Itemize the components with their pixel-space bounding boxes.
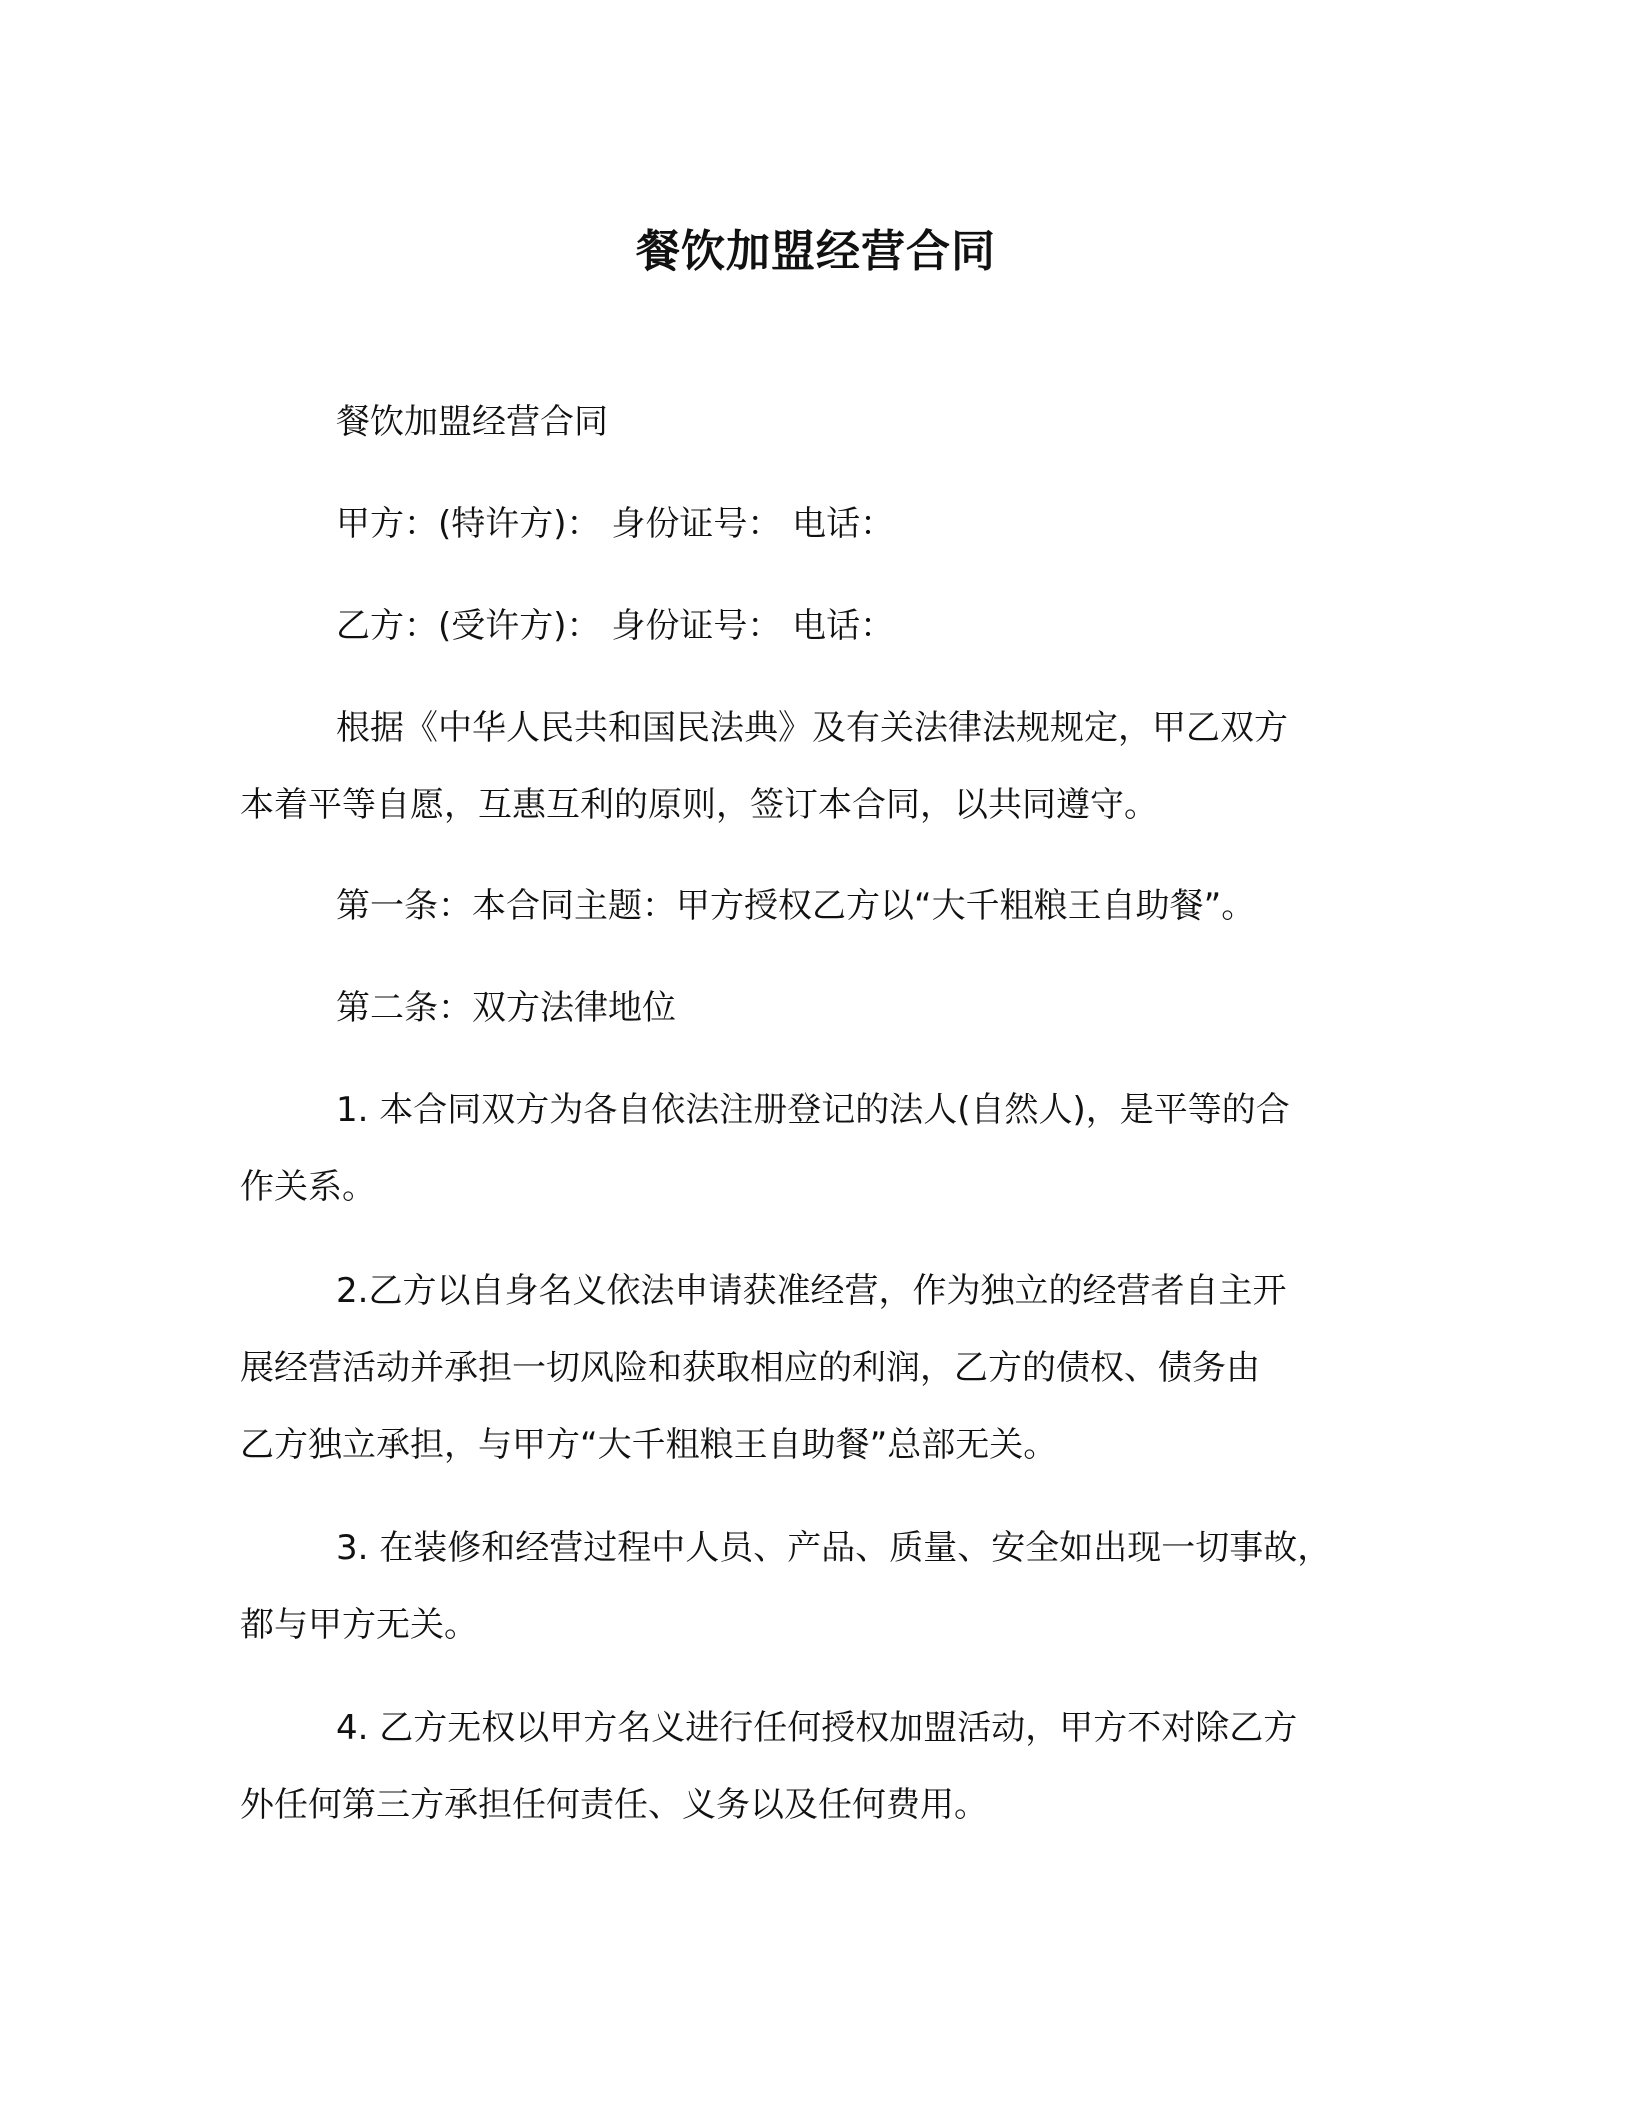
paragraph-line: 根据《中华人民共和国民法典》及有关法律法规规定，甲乙双方 [336, 708, 1288, 748]
paragraph-line: 外任何第三方承担任何责任、义务以及任何费用。 [240, 1785, 988, 1825]
paragraph-line: 1. 本合同双方为各自依法注册登记的法人(自然人)，是平等的合 [336, 1090, 1290, 1130]
paragraph-line: 乙方：(受许方)： 身份证号： 电话： [336, 606, 895, 646]
paragraph-line: 第一条：本合同主题：甲方授权乙方以“大千粗粮王自助餐”。 [336, 886, 1256, 926]
clause-3-paragraph [240, 1510, 1420, 1664]
clause-1-paragraph [240, 1072, 1420, 1226]
paragraph-line: 餐饮加盟经营合同 [336, 402, 608, 442]
clause-2-paragraph [240, 1253, 1420, 1484]
paragraph-line: 作关系。 [240, 1167, 376, 1207]
party-b-paragraph [240, 588, 1420, 665]
article-1-paragraph [240, 868, 1420, 945]
party-a-paragraph [240, 486, 1420, 563]
preamble-paragraph [240, 690, 1420, 844]
paragraph-line: 乙方独立承担，与甲方“大千粗粮王自助餐”总部无关。 [240, 1425, 1058, 1465]
paragraph-line: 第二条：双方法律地位 [336, 988, 676, 1028]
paragraph-line: 都与甲方无关。 [240, 1605, 478, 1645]
paragraph-line: 3. 在装修和经营过程中人员、产品、质量、安全如出现一切事故， [336, 1528, 1332, 1568]
paragraph-line: 甲方：(特许方)： 身份证号： 电话： [336, 504, 895, 544]
subtitle-paragraph [240, 384, 1420, 461]
document-title: 餐饮加盟经营合同 [636, 226, 996, 277]
paragraph-line: 本着平等自愿，互惠互利的原则，签订本合同，以共同遵守。 [240, 785, 1158, 825]
paragraph-line: 2.乙方以自身名义依法申请获准经营，作为独立的经营者自主开 [336, 1271, 1287, 1311]
article-2-heading [240, 970, 1420, 1047]
paragraph-line: 4. 乙方无权以甲方名义进行任何授权加盟活动，甲方不对除乙方 [336, 1708, 1298, 1748]
clause-4-paragraph [240, 1690, 1420, 1844]
paragraph-line: 展经营活动并承担一切风险和获取相应的利润，乙方的债权、债务由 [240, 1348, 1260, 1388]
